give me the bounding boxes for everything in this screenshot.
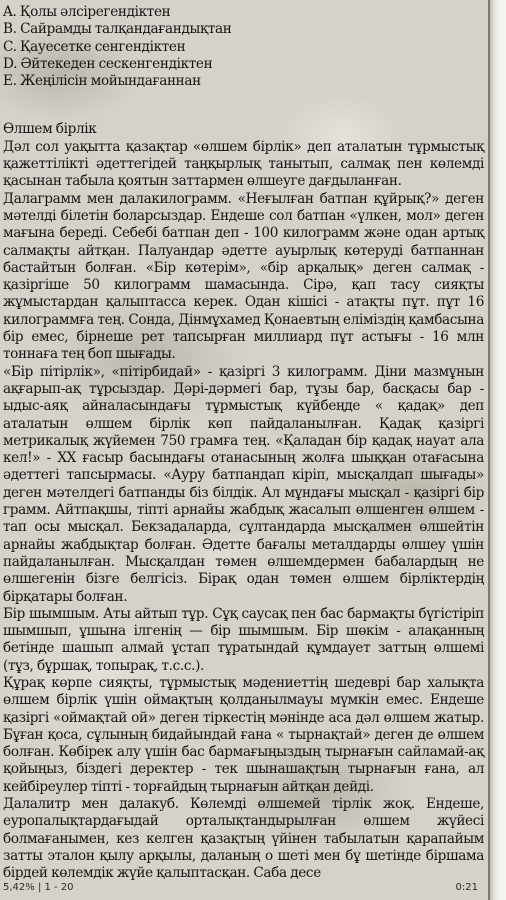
answer-option-d: D. Әйтекеден сескенгендіктен bbox=[3, 55, 213, 72]
paragraph: Бір шымшым. Аты айтып тұр. Сұқ саусақ пен бас бармақты бүгістіріп шымшып, ұшына ілгенің — бір шымшым. Бір шөкім - алақанның бетінде шашып алмай ұстап тұратындай құмдаует заттың өлшемі (тұз, бұршақ, топырақ, т.с.с.). bbox=[3, 605, 484, 674]
paragraph: Далаграмм мен далакилограмм. «Неғылған батпан құйрық?» деген мәтелді білетін боларсыздар. Ендеше сол батпан «үлкен, мол» деген мағына береді. Себебі батпан деп - 100 килограмм және одан артық салмақты айтқан. Палуандар әдетте ауырлық көтеруді батпаннан бастайтын болған. «Бір көтерім», «бір арқалық» деген салмақ - қазіргіше 50 килограмм шамасында. Сірә, қап тасу сияқты жұмыстардан қалыптасса керек. Одан кішісі - атақты пұт. пұт 16 килограммға тең. Сонда, Дінмұхамед Қонаевтың еліміздің қамбасына бір емес, бірнеше рет тапсырған миллиард пұт астығы - 16 млн тоннаға тең боп шығады. bbox=[3, 190, 484, 363]
page-content bbox=[3, 4, 484, 883]
reading-progress: 5,42% | 1 - 20 bbox=[3, 882, 74, 893]
section-title: Өлшем бірлік bbox=[3, 121, 97, 138]
page-curl-edge bbox=[488, 0, 506, 900]
answer-option-b: B. Сайрамды талқандағандықтан bbox=[3, 21, 232, 38]
answer-options bbox=[3, 4, 484, 90]
answer-option-c: C. Қауесетке сенгендіктен bbox=[3, 38, 186, 55]
status-footer bbox=[3, 880, 478, 896]
answer-option-e: E. Жеңілісін мойындағаннан bbox=[3, 73, 201, 90]
blank-gap bbox=[3, 90, 484, 121]
answer-option-a: A. Қолы әлсірегендіктен bbox=[3, 4, 171, 20]
paragraph: Құрақ көрпе сияқты, тұрмыстық мәдениеттің шедеврі бар халықта өлшем бірлік үшін оймақтың қолданылмауы мүмкін емес. Ендеше қазіргі «оймақтай ой» деген тіркестің мәнінде аса дәл өлшем жатыр. Бұған қоса, сұлының бидайындай ғана « тырнақтай» деген де өлшем болған. Көбірек алу үшін бас бармағыңыздың тырнағын сайламай-ақ қойыңыз, біздегі деректер - тек шынашақтың тырнағын ғана, ал кейбіреулер тіпті - торғайдың тырнағын айтқан дейді. bbox=[3, 674, 484, 795]
paragraph: Далалитр мен далакуб. Көлемді өлшемей тірлік жоқ. Ендеше, еуропалықтардағыдай орталықтандырылған өлшем жүйесі болмағанымен, кез келген қазақтың үйінен табылатын қарапайым затты эталон қылу арқылы, даланың о шеті мен бұ шетінде біршама бірдей көлемдік жүйе қалыптасқан. Саба десе bbox=[3, 796, 484, 882]
paragraph: «Бір пітірлік», «пітірбидай» - қазіргі 3 килограмм. Діни мазмұнын ақғарып-ақ тұрсыздар. Дәрі-дәрмегі бар, тұзы бар, басқасы бар - ыдыс-аяқ айналасындағы тұрмыстық күйбеңде « қадақ» деп аталатын өлшем бірлік көп пайдаланылған. Қадақ қазіргі метрикалық жүйемен 750 грамға тең. «Қаладан бір қадақ науат ала кел!» - XX ғасыр басындағы отанасының жолға шыққан отағасына әдеттегі тапсырмасы. «Ауру батпандап кіріп, мысқалдап шығады» деген мәтелдегі батпанды біз білдік. Ал мұндағы мысқал - қазіргі бір грамм. Айтпақшы, тіпті арнайы жабдық жасалып өлшенген өлшем - тап осы мысқал. Бекзадаларда, сұлтандарда мысқалмен өлшейтін арнайы жабдықтар болған. Әдетте бағалы металдарды өлшеу үшін пайдаланылған. Мысқалдан төмен өлшемдермен бабалардың не өлшегенін бізге белгісіз. Бірақ одан төмен өлшем бірліктердің бірқатары болған. bbox=[3, 363, 484, 605]
clock: 0:21 bbox=[455, 882, 478, 893]
paragraph: Дәл сол уақытта қазақтар «өлшем бірлік» деп аталатын тұрмыстық қажеттілікті әдеттегідей таңқырлық танытып, салмақ пен көлемді қасынан табыла қоятын заттармен өлшеуге дағдыланған. bbox=[3, 138, 484, 190]
